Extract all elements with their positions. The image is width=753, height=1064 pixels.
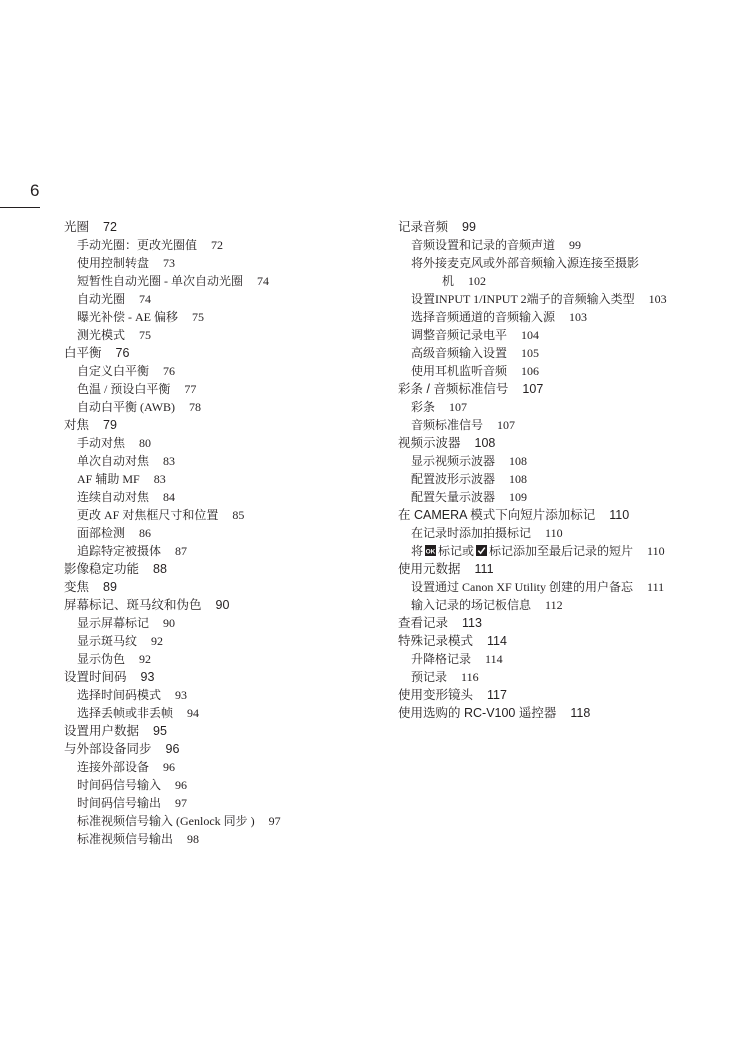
toc-entry-title: 连接外部设备	[77, 760, 150, 774]
toc-entry-title: 影像稳定功能	[64, 562, 140, 576]
page-number: 6	[30, 181, 40, 200]
toc-entry-page-number: 106	[521, 364, 540, 378]
toc-entry-page-number: 112	[545, 598, 563, 612]
toc-section-entry[interactable]	[64, 380, 364, 398]
toc-entry-page-number: 95	[153, 724, 167, 738]
toc-entry-page-number: 97	[268, 814, 281, 828]
toc-entry-page-number: 103	[648, 292, 667, 306]
toc-entry-page-number: 110	[647, 544, 665, 558]
toc-entry-page-number: 83	[153, 472, 166, 486]
toc-section-entry[interactable]	[64, 632, 364, 650]
toc-chapter-entry[interactable]	[64, 668, 364, 686]
toc-entry-page-number: 108	[509, 472, 528, 486]
toc-entry-page-number: 76	[115, 346, 130, 360]
toc-chapter-entry[interactable]	[398, 380, 698, 398]
toc-entry-title: 特殊记录模式	[398, 634, 474, 648]
toc-entry-title: 测光模式	[77, 328, 126, 342]
toc-entry-page-number: 80	[139, 436, 152, 450]
toc-entry-title: 自动光圈	[77, 292, 126, 306]
toc-section-entry[interactable]	[64, 524, 364, 542]
toc-section-entry[interactable]	[64, 758, 364, 776]
toc-section-entry[interactable]	[64, 272, 364, 290]
toc-entry-title: 色温 / 预设白平衡	[77, 382, 171, 396]
toc-entry-title: 显示屏幕标记	[77, 616, 150, 630]
toc-entry-page-number: 76	[163, 364, 176, 378]
toc-entry-title: 预记录	[411, 670, 448, 684]
toc-entry-title: 选择音频通道的音频输入源	[411, 310, 556, 324]
toc-section-entry[interactable]	[398, 344, 698, 362]
toc-entry-page-number: 117	[487, 688, 507, 702]
toc-entry-page-number: 72	[103, 220, 117, 234]
toc-entry-title-part: 标记或	[438, 544, 475, 558]
toc-entry-title: 显示伪色	[77, 652, 126, 666]
toc-entry-title: 选择丢帧或非丢帧	[77, 706, 174, 720]
toc-entry-title: 更改 AF 对焦框尺寸和位置	[77, 508, 219, 522]
toc-section-entry[interactable]	[64, 686, 364, 704]
toc-entry-page-number: 93	[175, 688, 188, 702]
toc-section-entry[interactable]	[398, 362, 698, 380]
toc-section-entry[interactable]	[398, 668, 698, 686]
toc-entry-title: 记录音频	[398, 220, 449, 234]
toc-section-entry[interactable]	[64, 794, 364, 812]
toc-section-entry[interactable]	[398, 290, 698, 308]
toc-entry-page-number: 102	[468, 274, 487, 288]
toc-entry-title: 彩条 / 音频标准信号	[398, 382, 509, 396]
toc-entry-title: 查看记录	[398, 616, 449, 630]
toc-entry-page-number: 83	[163, 454, 176, 468]
toc-section-entry[interactable]	[64, 308, 364, 326]
toc-chapter-entry[interactable]	[64, 578, 364, 596]
toc-section-entry[interactable]	[64, 830, 364, 848]
toc-entry-page-number: 73	[163, 256, 176, 270]
toc-entry-title: 音频标准信号	[411, 418, 484, 432]
toc-entry-page-number: 114	[485, 652, 503, 666]
toc-entry-page-number: 74	[257, 274, 269, 288]
toc-entry-page-number: 97	[175, 796, 188, 810]
toc-chapter-entry[interactable]	[398, 218, 698, 236]
toc-entry-page-number: 72	[211, 238, 224, 252]
toc-entry-title: 设置INPUT 1/INPUT 2端子的音频输入类型	[411, 292, 635, 306]
toc-entry-title: AF 辅助 MF	[77, 472, 140, 486]
toc-entry-title: 自定义白平衡	[77, 364, 150, 378]
toc-entry-title: 白平衡	[64, 346, 102, 360]
toc-chapter-entry[interactable]	[64, 344, 364, 362]
toc-entry-page-number: 88	[153, 562, 167, 576]
toc-chapter-entry[interactable]	[64, 560, 364, 578]
toc-entry-page-number: 87	[175, 544, 188, 558]
toc-section-entry[interactable]	[64, 776, 364, 794]
toc-entry-title: 手动对焦	[77, 436, 126, 450]
shot-mark-ok-icon	[425, 545, 436, 556]
toc-entry-page-number: 110	[545, 526, 563, 540]
toc-section-entry[interactable]	[64, 326, 364, 344]
toc-entry-title: 使用变形镜头	[398, 688, 474, 702]
toc-entry-page-number: 108	[474, 436, 496, 450]
toc-section-entry[interactable]	[398, 524, 698, 542]
toc-entry-title: 手动光圈：更改光圈值	[77, 238, 198, 252]
toc-entry-title: 使用耳机监听音频	[411, 364, 508, 378]
toc-entry-page-number: 84	[163, 490, 176, 504]
toc-entry-page-number: 77	[184, 382, 197, 396]
toc-entry-page-number: 107	[522, 382, 544, 396]
toc-section-entry[interactable]	[398, 236, 698, 254]
toc-section-entry[interactable]	[64, 704, 364, 722]
toc-entry-page-number: 98	[187, 832, 200, 846]
toc-entry-page-number: 86	[139, 526, 152, 540]
toc-section-entry[interactable]	[398, 542, 698, 560]
toc-entry-title: 光圈	[64, 220, 90, 234]
toc-entry-page-number: 90	[215, 598, 230, 612]
toc-entry-title: 音频设置和记录的音频声道	[411, 238, 556, 252]
toc-chapter-entry[interactable]	[398, 434, 698, 452]
toc-chapter-entry[interactable]	[398, 560, 698, 578]
toc-entry-title: 标准视频信号输出	[77, 832, 174, 846]
toc-entry-title: 高级音频输入设置	[411, 346, 508, 360]
toc-section-entry[interactable]	[398, 488, 698, 506]
toc-section-entry[interactable]	[64, 290, 364, 308]
toc-entry-page-number: 111	[647, 580, 665, 594]
toc-entry-title: 屏幕标记、斑马纹和伪色	[64, 598, 202, 612]
toc-section-entry[interactable]	[398, 254, 698, 272]
toc-entry-title: 选择时间码模式	[77, 688, 162, 702]
toc-entry-title: 单次自动对焦	[77, 454, 150, 468]
toc-section-entry-continued[interactable]	[398, 272, 698, 290]
toc-entry-page-number: 79	[103, 418, 117, 432]
toc-section-entry[interactable]	[398, 578, 698, 596]
toc-section-entry[interactable]	[64, 398, 364, 416]
toc-entry-page-number: 75	[192, 310, 204, 324]
toc-entry-title: 在 CAMERA 模式下向短片添加标记	[398, 508, 596, 522]
toc-section-entry[interactable]	[64, 650, 364, 668]
toc-entry-title: 输入记录的场记板信息	[411, 598, 532, 612]
toc-entry-title: 追踪特定被摄体	[77, 544, 162, 558]
toc-entry-page-number: 90	[163, 616, 176, 630]
toc-entry-title: 彩条	[411, 400, 436, 414]
toc-entry-title: 标准视频信号输入 (Genlock 同步 )	[77, 814, 255, 828]
toc-section-entry[interactable]	[398, 326, 698, 344]
toc-entry-page-number: 89	[103, 580, 117, 594]
toc-entry-title: 将外接麦克风或外部音频输入源连接至摄影	[411, 256, 640, 270]
toc-section-entry[interactable]	[398, 452, 698, 470]
toc-entry-title: 显示斑马纹	[77, 634, 138, 648]
toc-entry-title: 设置通过 Canon XF Utility 创建的用户备忘	[411, 580, 634, 594]
toc-entry-title: 使用控制转盘	[77, 256, 150, 270]
toc-entry-page-number: 96	[163, 760, 176, 774]
toc-entry-title: 时间码信号输出	[77, 796, 162, 810]
toc-section-entry[interactable]	[64, 452, 364, 470]
toc-section-entry[interactable]	[64, 254, 364, 272]
toc-entry-page-number: 74	[139, 292, 152, 306]
toc-section-entry[interactable]	[64, 362, 364, 380]
toc-entry-page-number: 116	[461, 670, 479, 684]
toc-section-entry[interactable]	[398, 470, 698, 488]
toc-chapter-entry[interactable]	[398, 614, 698, 632]
page-number-rule	[0, 207, 40, 208]
toc-entry-title: 对焦	[64, 418, 90, 432]
toc-section-entry[interactable]	[398, 398, 698, 416]
toc-entry-page-number: 99	[462, 220, 476, 234]
toc-section-entry[interactable]	[64, 470, 364, 488]
toc-chapter-entry[interactable]	[398, 704, 698, 722]
toc-entry-title: 与外部设备同步	[64, 742, 152, 756]
toc-entry-title: 时间码信号输入	[77, 778, 162, 792]
toc-section-entry[interactable]	[64, 506, 364, 524]
toc-entry-page-number: 104	[521, 328, 540, 342]
toc-chapter-entry[interactable]	[64, 722, 364, 740]
toc-section-entry[interactable]	[398, 650, 698, 668]
toc-entry-title: 配置波形示波器	[411, 472, 496, 486]
toc-section-entry[interactable]	[398, 596, 698, 614]
toc-entry-page-number: 96	[175, 778, 188, 792]
toc-entry-page-number: 107	[497, 418, 516, 432]
toc-chapter-entry[interactable]	[64, 218, 364, 236]
toc-entry-title: 调整音频记录电平	[411, 328, 508, 342]
toc-entry-page-number: 93	[140, 670, 155, 684]
toc-entry-page-number: 105	[521, 346, 540, 360]
toc-entry-title: 设置用户数据	[64, 724, 140, 738]
toc-entry-title-part: 将	[411, 544, 424, 558]
toc-entry-page-number: 75	[139, 328, 152, 342]
toc-entry-title: 视频示波器	[398, 436, 461, 450]
toc-entry-title: 变焦	[64, 580, 90, 594]
toc-section-entry[interactable]	[64, 434, 364, 452]
toc-entry-title: 短暂性自动光圈 - 单次自动光圈	[77, 274, 243, 288]
toc-section-entry[interactable]	[398, 308, 698, 326]
toc-chapter-entry[interactable]	[64, 740, 364, 758]
toc-left-column	[64, 218, 364, 848]
toc-chapter-entry[interactable]	[64, 596, 364, 614]
toc-entry-page-number: 92	[139, 652, 152, 666]
toc-entry-page-number: 103	[569, 310, 588, 324]
toc-entry-title-part: 标记添加至最后记录的短片	[489, 544, 634, 558]
toc-chapter-entry[interactable]	[398, 632, 698, 650]
toc-chapter-entry[interactable]	[398, 686, 698, 704]
toc-entry-title: 显示视频示波器	[411, 454, 496, 468]
toc-section-entry[interactable]	[398, 416, 698, 434]
toc-entry-page-number: 108	[509, 454, 528, 468]
toc-entry-page-number: 113	[462, 616, 482, 630]
toc-entry-title: 配置矢量示波器	[411, 490, 496, 504]
toc-section-entry[interactable]	[64, 236, 364, 254]
toc-chapter-entry[interactable]	[398, 506, 698, 524]
toc-entry-title: 在记录时添加拍摄标记	[411, 526, 532, 540]
toc-chapter-entry[interactable]	[64, 416, 364, 434]
toc-section-entry[interactable]	[64, 542, 364, 560]
toc-section-entry[interactable]	[64, 488, 364, 506]
toc-entry-page-number: 118	[570, 706, 591, 720]
toc-entry-page-number: 85	[232, 508, 245, 522]
toc-entry-page-number: 110	[609, 508, 630, 522]
toc-entry-title: 机	[442, 274, 455, 288]
toc-entry-title: 使用元数据	[398, 562, 461, 576]
toc-entry-page-number: 99	[569, 238, 582, 252]
toc-entry-title: 设置时间码	[64, 670, 127, 684]
toc-entry-page-number: 96	[165, 742, 180, 756]
toc-entry-page-number: 107	[449, 400, 468, 414]
toc-right-column	[398, 218, 698, 722]
toc-entry-title: 自动白平衡 (AWB)	[77, 400, 176, 414]
toc-section-entry[interactable]	[64, 614, 364, 632]
toc-entry-title: 升降格记录	[411, 652, 472, 666]
toc-entry-title: 连续自动对焦	[77, 490, 150, 504]
toc-entry-page-number: 109	[509, 490, 528, 504]
toc-entry-page-number: 94	[187, 706, 200, 720]
check-mark-icon	[476, 545, 487, 556]
toc-section-entry[interactable]	[64, 812, 364, 830]
toc-entry-page-number: 114	[487, 634, 507, 648]
toc-entry-title: 面部检测	[77, 526, 126, 540]
toc-entry-page-number: 92	[151, 634, 164, 648]
toc-entry-title: 使用选购的 RC-V100 遥控器	[398, 706, 557, 720]
toc-entry-page-number: 111	[474, 562, 494, 576]
toc-entry-page-number: 78	[189, 400, 202, 414]
toc-entry-title: 曝光补偿 - AE 偏移	[77, 310, 178, 324]
svg-text:OK: OK	[425, 548, 436, 556]
